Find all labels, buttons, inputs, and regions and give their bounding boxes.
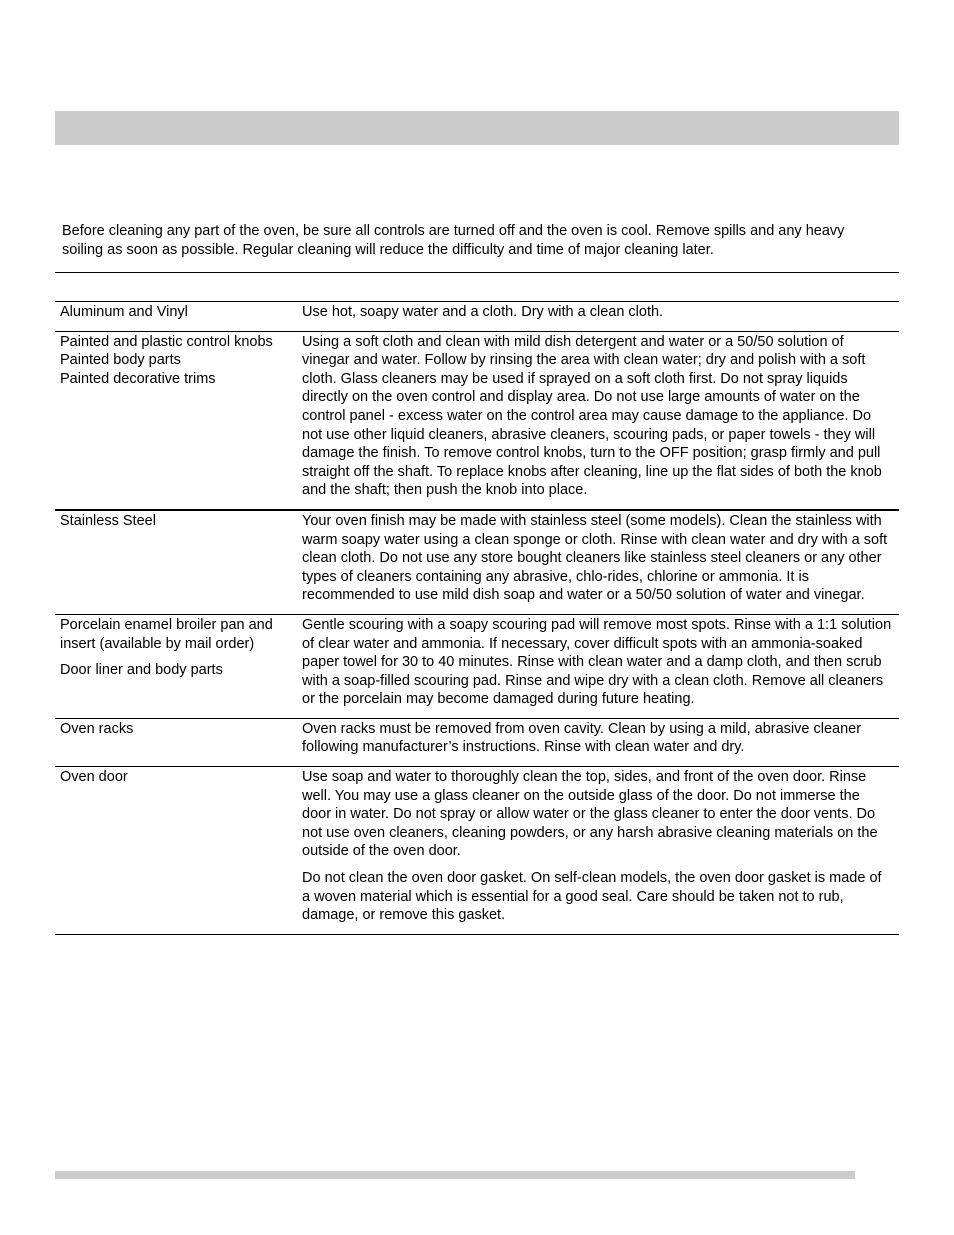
cleaning-text: Oven racks must be removed from oven cavity. Clean by using a mild, abrasive cleaner following manufacturer’s instructions. Rinse with clean water and dry. [302, 720, 862, 756]
table-row-oven-door [55, 767, 899, 935]
cleaning-text: Gentle scouring with a soapy scouring pad will remove most spots. Rinse with a 1:1 solution of clear water and ammonia. If necessary, cover difficult spots with an ammonia-soaked paper towel for 30 to 40 minutes. Rinse with clean water and a damp cloth, and then scrub with a soap-filled scouring pad. Rinse and wipe dry with a clean cloth. Remove all cleaners or the porcelain may become damaged during future heating. [302, 616, 892, 708]
table-row-porcelain [55, 615, 899, 719]
surface-label: Door liner and body parts [60, 662, 223, 679]
table-row-stainless-steel [55, 511, 899, 615]
footer-band [55, 1171, 855, 1179]
cleaning-cell [302, 333, 892, 500]
section-header-band [55, 111, 899, 145]
surface-label: Stainless Steel [60, 512, 156, 529]
cleaning-cell [302, 303, 892, 322]
table-row-aluminum-vinyl [55, 302, 899, 332]
cleaning-cell [302, 720, 892, 757]
cleaning-text: Use soap and water to thoroughly clean the top, sides, and front of the oven door. Rinse well. You may use a glass cleaner on the outside glass of the door. Do not immerse the door in water. Do not spray or allow water or the glass cleaner to enter the door vents. Do not use oven cleaners, cleaning powders, or any harsh abrasive cleaning materials on the outside of the oven door. [302, 769, 878, 860]
surface-label: Painted body parts [60, 352, 181, 369]
surface-label: Porcelain enamel broiler pan and insert (available by mail order) [60, 616, 273, 652]
surface-label: Oven racks [60, 720, 134, 737]
cleaning-text: Your oven finish may be made with stainless steel (some models). Clean the stainless with warm soapy water using a clean sponge or cloth. Rinse with clean water and dry with a soft clean cloth. Do not use any store bought cleaners like stainless steel cleaners or any other types of cleaners containing any abrasive, chlo-rides, chlorine or ammonia. It is recommended to use mild dish soap and water or a 50/50 solution of water and vinegar. [302, 512, 888, 604]
surface-cell [55, 768, 302, 925]
cleaning-cell [302, 768, 892, 925]
surface-label: Oven door [60, 769, 128, 786]
divider-top [55, 272, 899, 273]
surface-cell [55, 616, 302, 709]
surface-cell [55, 333, 302, 500]
cleaning-text: Using a soft cloth and clean with mild dish detergent and water or a 50/50 solution of vinegar and water. Follow by rinsing the area with clean water; dry and polish with a soft cloth. Glass cleaners may be used if sprayed on a soft cloth first. Do not spray liquids directly on the oven control and display area. Do not use large amounts of water on the control panel - excess water on the control area may cause damage to the appliance. Do not use other liquid cleaners, abrasive cleaners, scouring pads, or paper towels - they will damage the finish. To remove control knobs, turn to the OFF position; grasp firmly and pull straight off the shaft. To replace knobs after cleaning, line up the flat sides of both the knob and the shaft; then push the knob into place. [302, 333, 882, 499]
surface-cell [55, 303, 302, 322]
surface-label: Aluminum and Vinyl [60, 304, 188, 320]
cleaning-text: Use hot, soapy water and a cloth. Dry with a clean cloth. [302, 304, 664, 320]
intro-paragraph: Before cleaning any part of the oven, be sure all controls are turned off and the oven is cool. Remove spills and any heavy soiling as soon as possible. Regular cleaning will reduce the difficulty and time of major cleaning later. [62, 223, 845, 258]
surface-label: Painted decorative trims [60, 370, 216, 387]
surface-label: Painted and plastic control knobs [60, 333, 273, 350]
cleaning-cell [302, 512, 892, 605]
surface-cell [55, 720, 302, 757]
table-row-painted-parts [55, 332, 899, 511]
cleaning-table [55, 302, 899, 935]
table-row-oven-racks [55, 719, 899, 767]
surface-cell [55, 512, 302, 605]
cleaning-cell [302, 616, 892, 709]
cleaning-text: Do not clean the oven door gasket. On self-clean models, the oven door gasket is made of a woven material which is essential for a good seal. Care should be taken not to rub, damage, or remove this gasket. [302, 870, 882, 924]
